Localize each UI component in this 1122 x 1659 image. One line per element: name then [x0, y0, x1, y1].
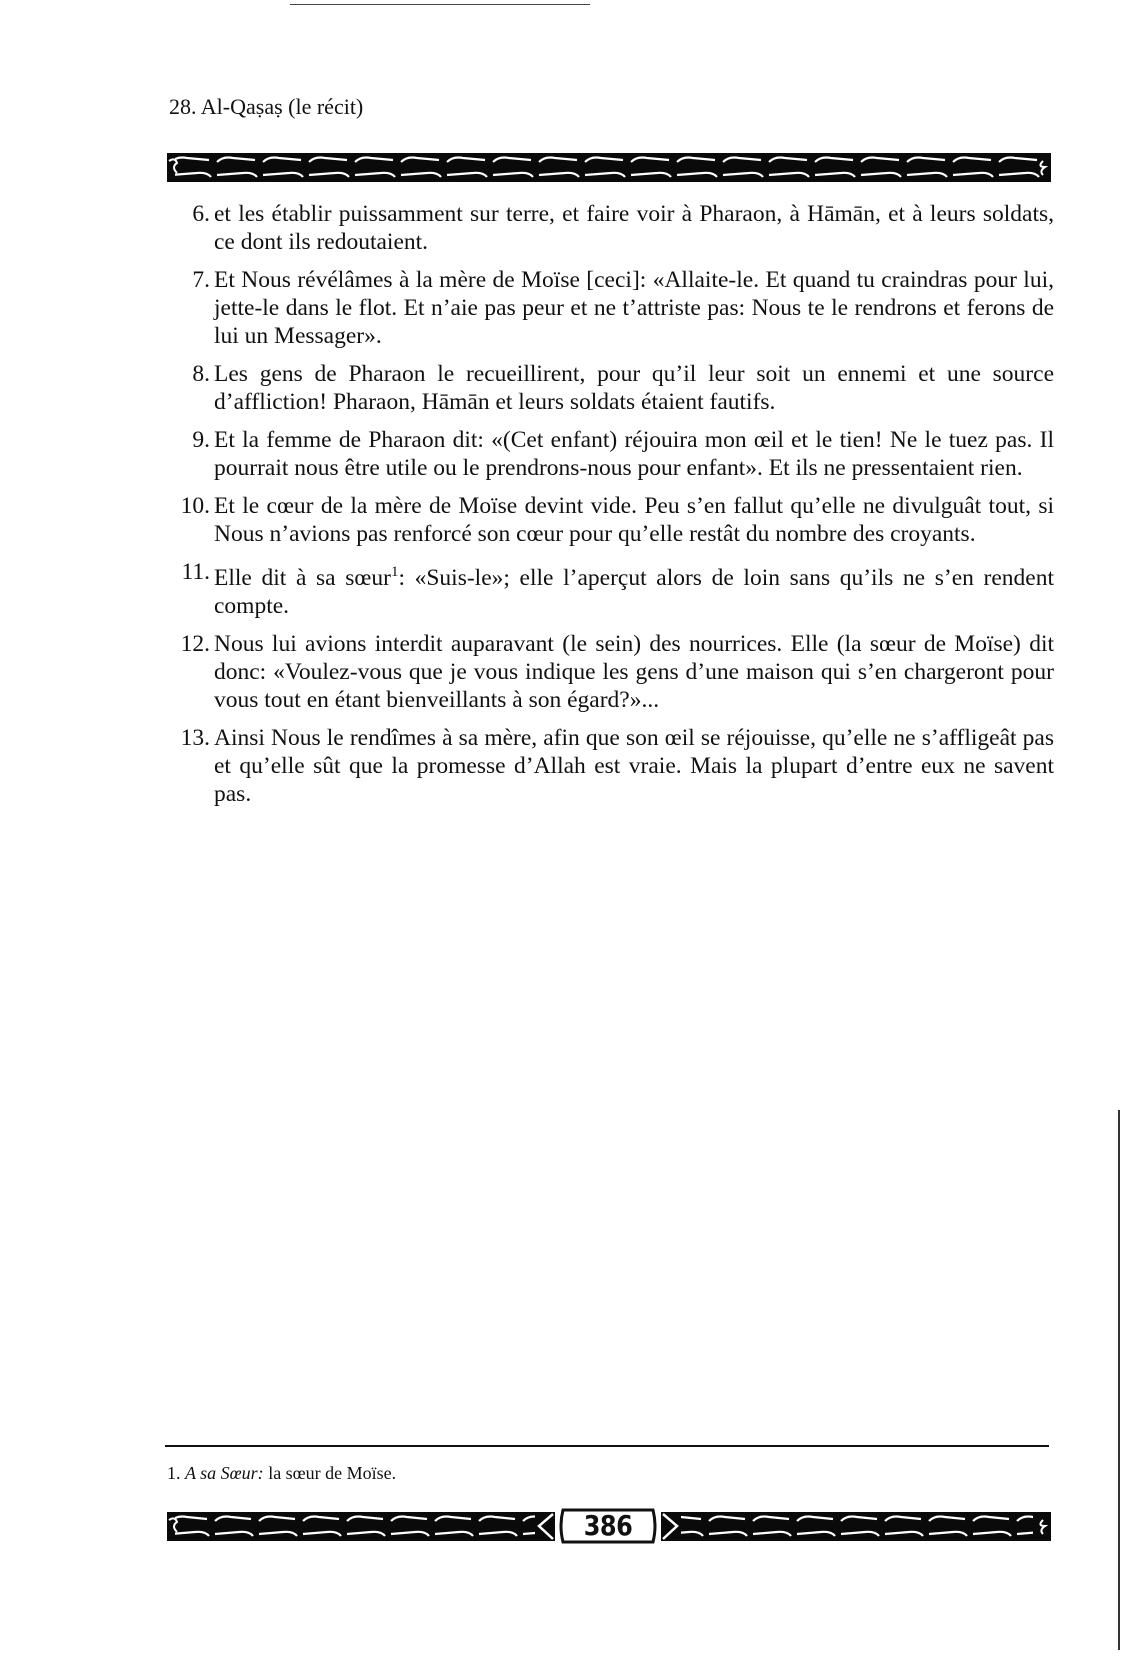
verse-number: 7.: [192, 267, 210, 293]
verse-12: [170, 630, 1054, 714]
verse-number: 13.: [180, 724, 210, 751]
verse-number: 6.: [192, 201, 210, 227]
ornament-band-top: [167, 153, 1051, 182]
verse-6: [170, 200, 1054, 256]
verse-text-after: : «Suis-le»; elle l’aperçut alors de loin sans qu’ils ne s’en rendent compte.: [214, 564, 1054, 619]
page-number-badge: [555, 1502, 661, 1550]
footnote-reference: 1: [390, 564, 399, 580]
verse-text: Et le cœur de la mère de Moïse devint vide. Peu s’en fallut qu’elle ne divulguât tout, si Nous n’avions pas renforcé son cœur pour qu’elle restât du nombre des croyants.: [214, 493, 1054, 547]
ornament-band-bottom-left: [167, 1512, 555, 1541]
verse-text-before: Elle dit à sa sœur: [214, 564, 391, 591]
ornament-pattern: [167, 153, 1051, 182]
verse-number: 10.: [180, 493, 210, 519]
verse-list: [170, 200, 1054, 818]
footnote: [167, 1462, 396, 1484]
verse-7: [170, 266, 1054, 350]
surah-title: 28. Al-Qaṣaṣ (le récit): [169, 94, 364, 119]
verse-11: [170, 558, 1054, 620]
verse-10: [170, 492, 1054, 548]
verse-text: Nous lui avions interdit auparavant (le sein) des nourrices. Elle (la sœur de Moïse) dit donc: «Voulez-vous que je vous indique les gens d’une maison qui s’en chargeront pour vous tout en étant bienveillants à son égard?»...: [214, 630, 1054, 713]
ornament-band-bottom-right: [661, 1512, 1051, 1541]
footnote-term: A sa Sœur:: [185, 1463, 264, 1483]
footnote-number: 1.: [167, 1463, 181, 1483]
verse-13: [170, 724, 1054, 808]
verse-text: Et Nous révélâmes à la mère de Moïse [ceci]: «Allaite-le. Et quand tu craindras pour lui, jette-le dans le flot. Et n’aie pas peur et ne t’attriste pas: Nous te le rendrons et ferons de lui un Messager».: [214, 267, 1054, 349]
verse-9: [170, 426, 1054, 482]
footnote-text: la sœur de Moïse.: [268, 1463, 397, 1483]
verse-number: 12.: [180, 630, 210, 657]
verse-text: Les gens de Pharaon le recueillirent, pour qu’il leur soit un ennemi et une source d’affliction! Pharaon, Hāmān et leurs soldats étaient fautifs.: [214, 361, 1054, 415]
footnote-rule: [165, 1445, 1049, 1447]
verse-text: Et la femme de Pharaon dit: «(Cet enfant) réjouira mon œil et le tien! Ne le tuez pas. Il pourrait nous être utile ou le prendrons-nous pour enfant». Et ils ne pressentaient rien.: [214, 427, 1054, 481]
ornament-pattern: [661, 1512, 1051, 1541]
verse-text: et les établir puissamment sur terre, et faire voir à Pharaon, à Hāmān, et à leurs soldats, ce dont ils redoutaient.: [214, 201, 1054, 255]
top-rule: [290, 4, 590, 5]
ornament-pattern: [167, 1512, 555, 1541]
page-edge-line: [1118, 1110, 1120, 1650]
verse-number: 8.: [192, 361, 210, 387]
verse-text: Ainsi Nous le rendîmes à sa mère, afin que son œil se réjouisse, qu’elle ne s’affligeât pas et qu’elle sût que la promesse d’Allah est vraie. Mais la plupart d’entre eux ne savent pas.: [214, 724, 1054, 807]
verse-number: 11.: [181, 559, 210, 585]
verse-8: [170, 360, 1054, 416]
page-number: 386: [583, 1509, 633, 1543]
verse-number: 9.: [192, 427, 210, 453]
